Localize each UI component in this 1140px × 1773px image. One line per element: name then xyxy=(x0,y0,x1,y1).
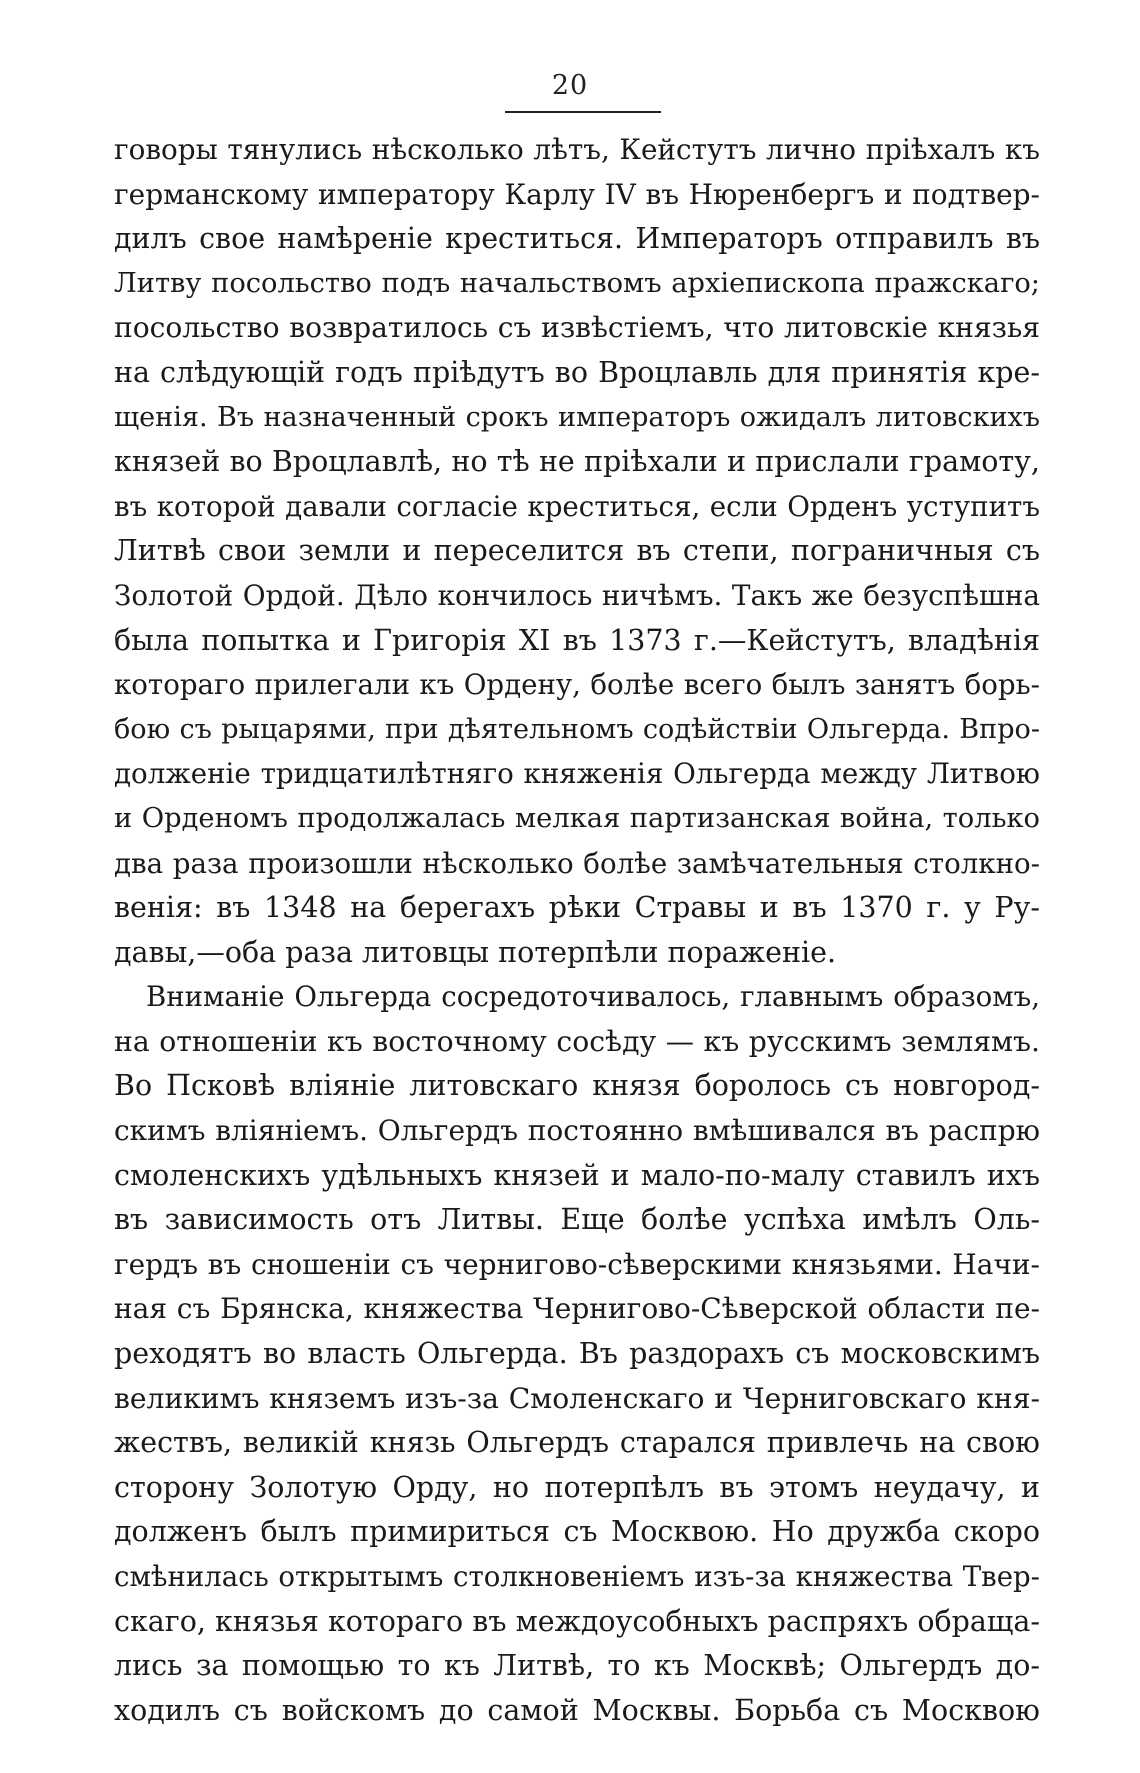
text-line: скаго, князья котораго въ междоусобныхъ распряхъ обраща- xyxy=(114,1604,1040,1638)
text-line: на отношеніи къ восточному сосѣду — къ русскимъ землямъ. xyxy=(114,1024,1040,1058)
text-line: гердъ въ сношеніи съ чернигово-сѣверскими князьями. Начи- xyxy=(114,1247,1040,1281)
text-line: была попытка и Григорія XI въ 1373 г.—Кейстутъ, владѣнія xyxy=(114,623,1040,657)
text-line: сторону Золотую Орду, но потерпѣлъ въ этомъ неудачу, и xyxy=(114,1470,1040,1504)
text-line: два раза произошли нѣсколько болѣе замѣчательныя столкно- xyxy=(114,846,1040,880)
text-line: говоры тянулись нѣсколько лѣтъ, Кейстутъ лично пріѣхалъ къ xyxy=(114,133,1040,166)
text-line: великимъ княземъ изъ-за Смоленскаго и Черниговскаго кня- xyxy=(114,1381,1040,1415)
text-line: ходилъ съ войскомъ до самой Москвы. Борьба съ Москвою xyxy=(114,1693,1040,1727)
text-line: посольство возвратилось съ извѣстіемъ, что литовскіе князья xyxy=(114,311,1040,345)
text-line: Золотой Ордой. Дѣло кончилось ничѣмъ. Такъ же безуспѣшна xyxy=(114,578,1040,612)
text-line: германскому императору Карлу IV въ Нюренбергъ и подтвер- xyxy=(114,177,1040,211)
text-line: смѣнилась открытымъ столкновеніемъ изъ-за княжества Твер- xyxy=(114,1560,1040,1593)
text-line: Вниманіе Ольгерда сосредоточивалось, главнымъ образомъ, xyxy=(146,980,1040,1014)
text-line: бою съ рыцарями, при дѣятельномъ содѣйствіи Ольгерда. Впро- xyxy=(114,713,1040,745)
text-line: скимъ вліяніемъ. Ольгердъ постоянно вмѣшивался въ распрю xyxy=(114,1114,1040,1148)
text-line: на слѣдующій годъ пріѣдутъ во Вроцлавль для принятія кре- xyxy=(114,355,1040,389)
text-line: долженъ былъ примириться съ Москвою. Но дружба скоро xyxy=(114,1515,1040,1549)
text-line: въ которой давали согласіе креститься, если Орденъ уступитъ xyxy=(114,489,1040,523)
text-line: Во Псковѣ вліяніе литовскаго князя боролось съ новгород- xyxy=(114,1069,1040,1103)
text-line: щенія. Въ назначенный срокъ императоръ ожидалъ литовскихъ xyxy=(114,401,1040,433)
page-number: 20 xyxy=(551,70,589,101)
text-line: ная съ Брянска, княжества Чернигово-Сѣверской области пе- xyxy=(114,1292,1040,1326)
text-line: долженіе тридцатилѣтняго княженія Ольгерда между Литвою xyxy=(114,757,1040,791)
body-text xyxy=(114,128,1040,1733)
text-line: смоленскихъ удѣльныхъ князей и мало-по-малу ставилъ ихъ xyxy=(114,1158,1040,1192)
text-line: Литву посольство подъ начальствомъ архіепископа пражскаго; xyxy=(114,267,1040,299)
header-rule xyxy=(505,111,661,113)
text-line: Литвѣ свои земли и переселится въ степи, пограничныя съ xyxy=(114,534,1040,568)
text-line: давы,—оба раза литовцы потерпѣли пораженіе. xyxy=(114,935,837,969)
text-line: котораго прилегали къ Ордену, болѣе всего былъ занятъ борь- xyxy=(114,668,1040,702)
text-line: и Орденомъ продолжалась мелкая партизанская война, только xyxy=(114,802,1040,834)
text-line: въ зависимость отъ Литвы. Еще болѣе успѣха имѣлъ Оль- xyxy=(114,1203,1040,1237)
paragraph-1 xyxy=(114,128,1040,975)
text-line: князей во Вроцлавлѣ, но тѣ не пріѣхали и прислали грамоту, xyxy=(114,445,1040,479)
text-line: венія: въ 1348 на берегахъ рѣки Стравы и въ 1370 г. у Ру- xyxy=(114,891,1040,925)
text-line: лись за помощью то къ Литвѣ, то къ Москвѣ; Ольгердъ до- xyxy=(114,1649,1040,1683)
text-line: дилъ свое намѣреніе креститься. Императоръ отправилъ въ xyxy=(114,222,1040,256)
paragraph-2 xyxy=(114,975,1040,1733)
text-line: жествъ, великій князь Ольгердъ старался привлечь на свою xyxy=(114,1426,1040,1460)
text-line: реходятъ во власть Ольгерда. Въ раздорахъ съ московскимъ xyxy=(114,1337,1040,1371)
